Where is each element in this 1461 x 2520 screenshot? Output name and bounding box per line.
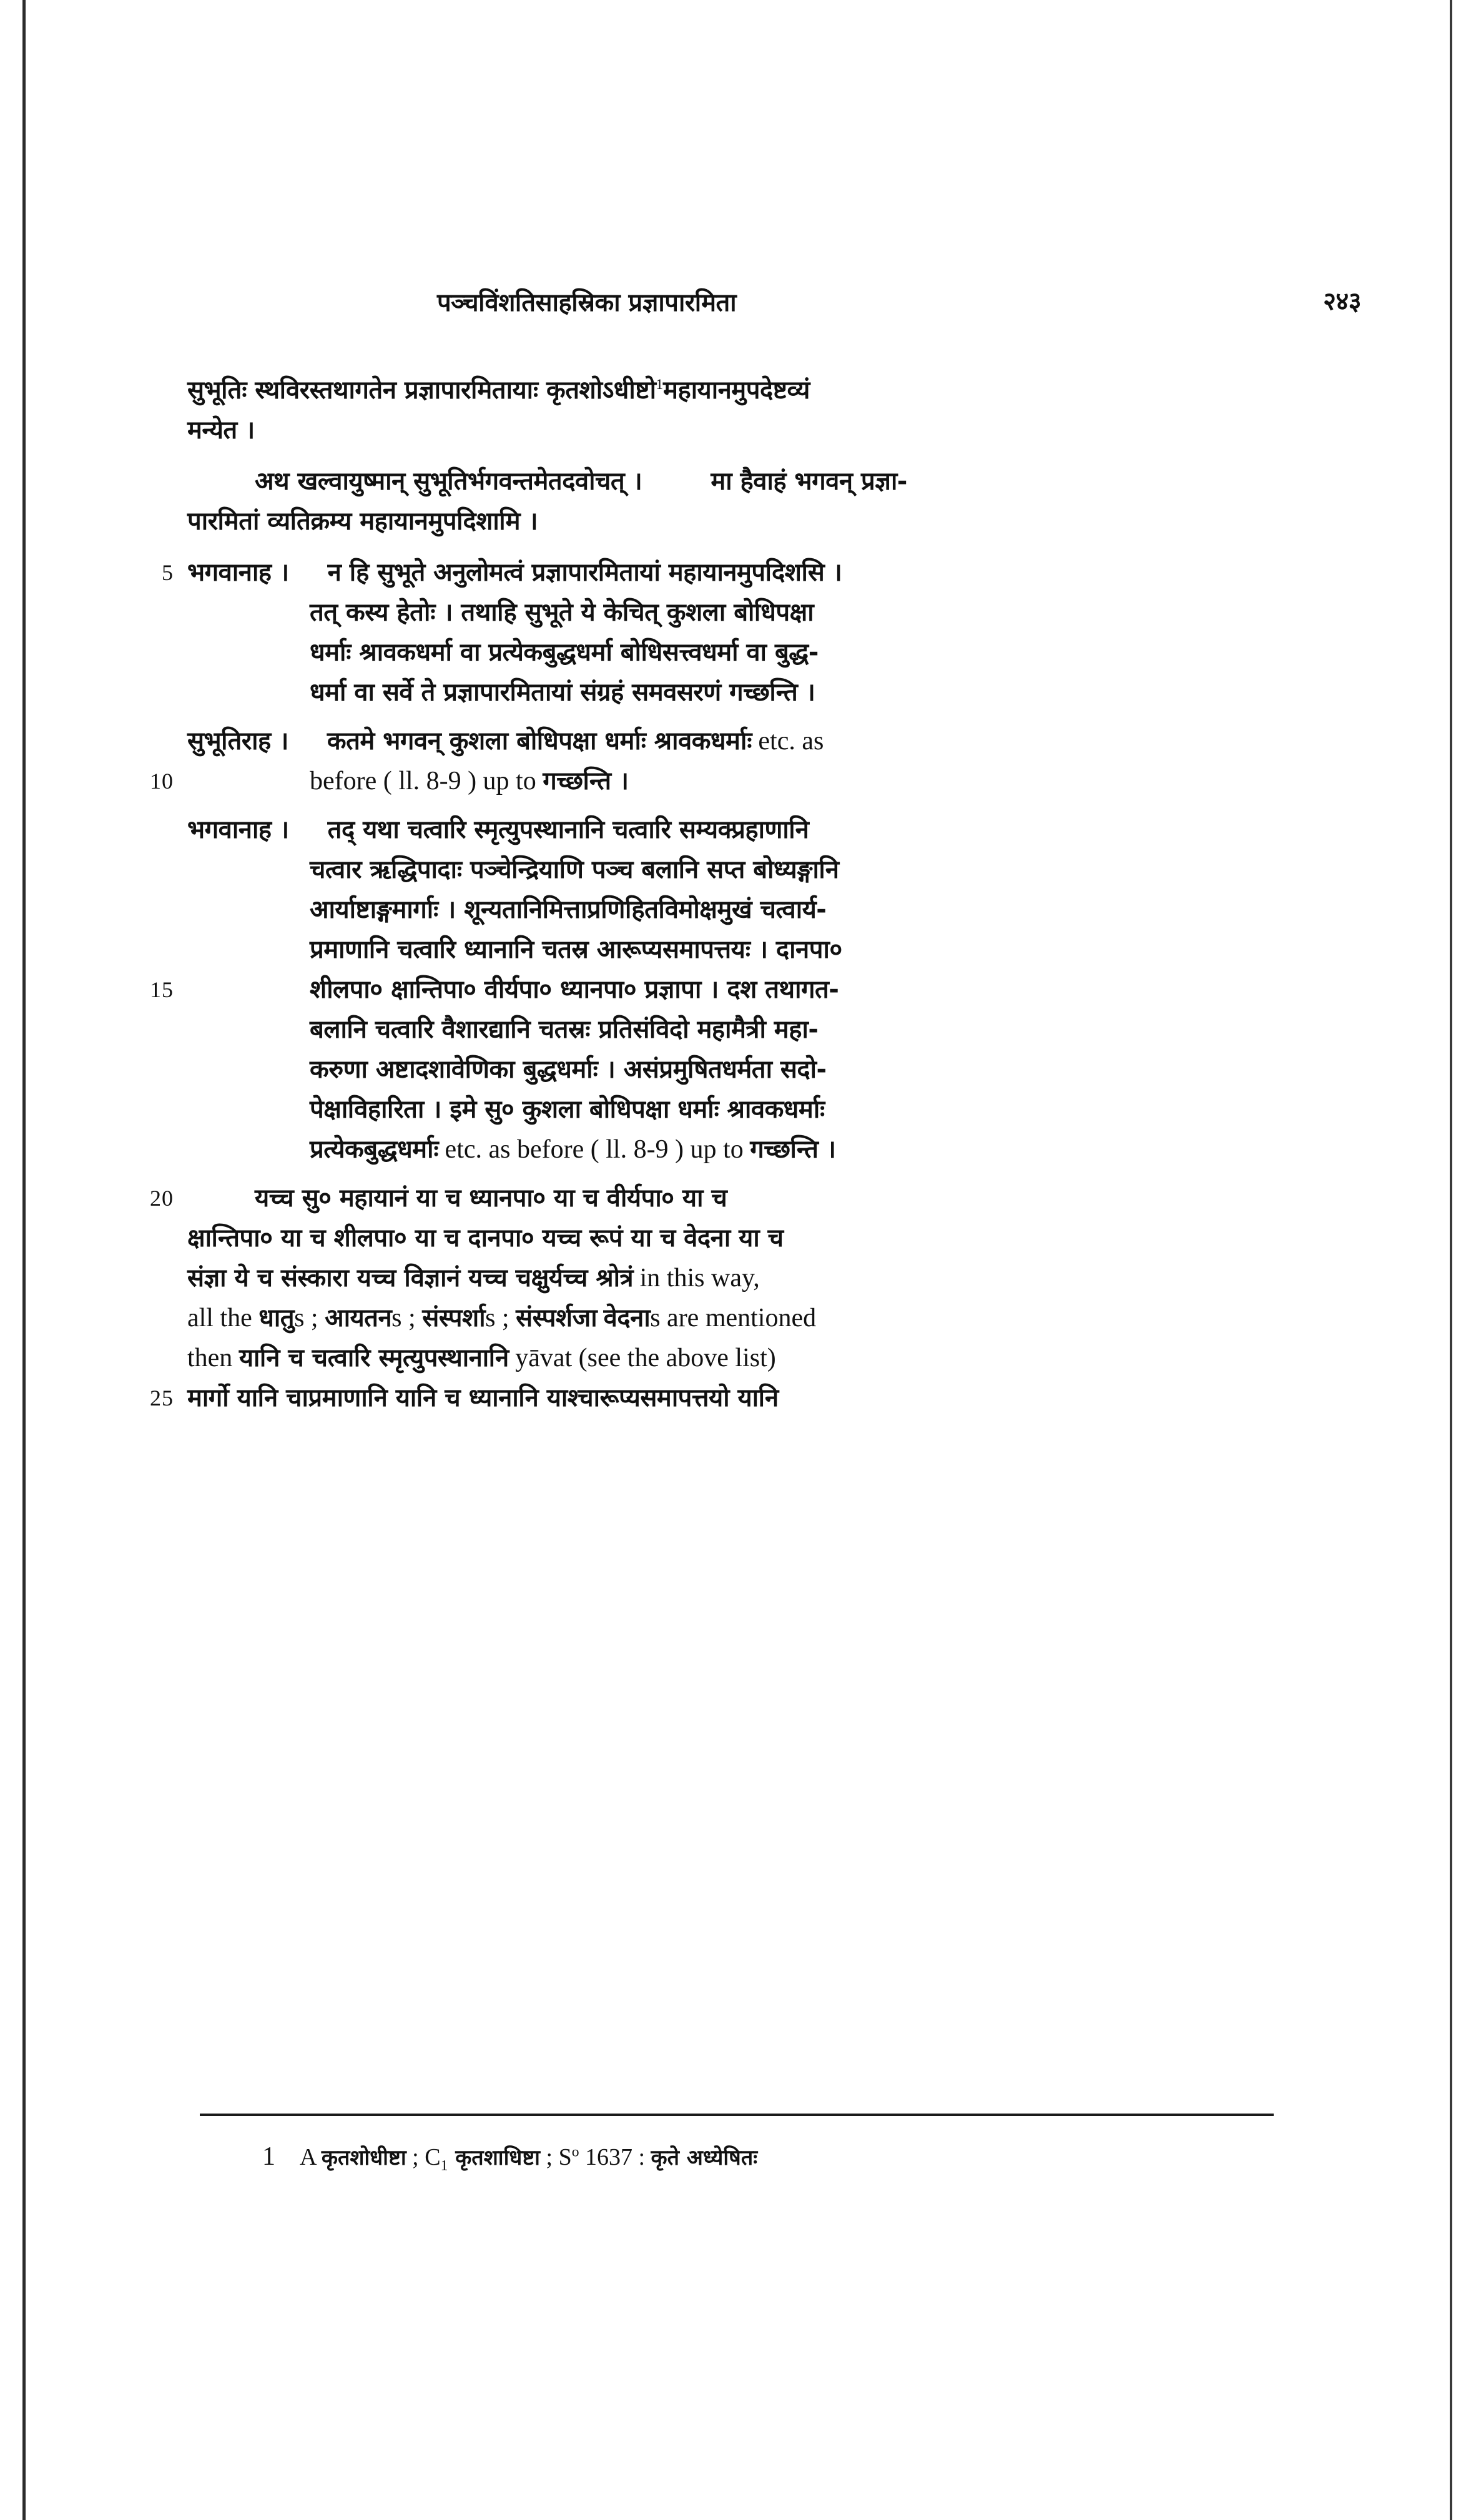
text-line <box>150 1183 1299 1215</box>
footnote-variant: कृतशाधिष्टा <box>448 2145 540 2170</box>
footnote-text: A <box>300 2144 322 2170</box>
footnote-variant: कृते अध्येषितः <box>651 2145 758 2170</box>
line-text: सुभूतिः स्थविरस्तथागतेन प्रज्ञापारमितायाः कृतशोऽधीष्टो <box>187 376 656 405</box>
line-text-latin: yāvat (see the above list) <box>508 1344 776 1372</box>
line-text: पारमितां व्यतिक्रम्य महायानमुपदिशामि । <box>187 507 538 536</box>
speaker-label: भगवानाह । <box>187 558 289 587</box>
line-text: मार्गो यानि चाप्रमाणानि यानि च ध्यानानि याश्चारूप्यसमापत्तयो यानि <box>187 1384 779 1412</box>
speaker-label: सुभूतिराह । <box>187 727 288 756</box>
text-line <box>187 934 1299 967</box>
line-text: तत् कस्य हेतोः । तथाहि सुभूते ये केचित् कुशला बोधिपक्षा <box>310 598 814 627</box>
footnote-siglum-c: C <box>425 2144 441 2170</box>
line-text-cont: महायानमुपदेष्टव्यं <box>663 376 810 405</box>
line-text-latin: then <box>187 1344 239 1372</box>
footnote-reference-number: 1637 : <box>579 2144 651 2170</box>
text-body <box>150 375 1299 1422</box>
text-line <box>187 1262 1299 1295</box>
text-line <box>150 765 1299 798</box>
line-text-cont: मा हैवाहं भगवन् प्रज्ञा- <box>711 467 907 496</box>
text-line <box>187 1223 1299 1255</box>
line-text: संस्पर्शा <box>422 1304 486 1332</box>
text-line <box>187 677 1299 709</box>
text-line <box>187 466 1299 498</box>
line-text-latin: s ; <box>485 1304 516 1332</box>
line-text: आयतन <box>325 1304 392 1332</box>
text-line <box>162 557 1299 589</box>
line-text-latin: in this way, <box>633 1264 760 1292</box>
footnote-ref[interactable]: 1 <box>656 376 664 392</box>
line-text: शीलपा० क्षान्तिपा० वीर्यपा० ध्यानपा० प्रज्ञापा । दश तथागत- <box>310 975 839 1004</box>
text-line <box>187 894 1299 927</box>
line-text: संस्पर्शजा <box>516 1304 598 1332</box>
line-number: 25 <box>150 1386 174 1410</box>
line-text: तद् यथा चत्वारि स्मृत्युपस्थानानि चत्वारि सम्यक्प्रहाणानि <box>327 815 809 844</box>
line-text: कतमे भगवन् कुशला बोधिपक्षा धर्माः श्रावकधर्माः <box>327 727 752 756</box>
text-line <box>187 597 1299 629</box>
footnote-marker: 1 <box>262 2142 275 2171</box>
running-title: पञ्चविंशतिसाहस्रिका प्रज्ञापारमिता <box>437 288 737 317</box>
line-number: 5 <box>162 560 174 585</box>
line-text: बलानि चत्वारि वैशारद्यानि चतस्रः प्रतिसंविदो महामैत्री महा- <box>310 1015 819 1044</box>
speaker-label: भगवानाह । <box>187 815 289 844</box>
text-line <box>187 814 1299 847</box>
line-text-latin: etc. as before ( ll. 8-9 ) up to <box>438 1135 750 1164</box>
line-number: 20 <box>150 1186 174 1211</box>
text-line <box>187 1014 1299 1046</box>
footnote-sep: ; <box>406 2144 425 2170</box>
text-line <box>187 1094 1299 1126</box>
footnote-siglum-subscript: 1 <box>440 2157 448 2174</box>
line-text: धर्माः श्रावकधर्मा वा प्रत्येकबुद्धधर्मा बोधिसत्त्वधर्मा वा बुद्ध- <box>310 638 819 667</box>
line-number: 15 <box>150 977 174 1002</box>
scan-edge-left <box>22 0 26 2520</box>
line-text-latin: s ; <box>391 1304 423 1332</box>
text-line <box>187 415 1299 447</box>
line-text: गच्छन्ति । <box>543 767 629 795</box>
text-line <box>187 637 1299 669</box>
line-text-latin <box>597 1304 604 1332</box>
text-line <box>187 375 1299 407</box>
line-text: धातु <box>258 1304 295 1332</box>
footnote-siglum-s: S <box>558 2144 572 2170</box>
line-text: न हि सुभूते अनुलोमत्वं प्रज्ञापारमितायां महायानमुपदिशसि । <box>327 558 842 587</box>
line-text: मन्येत । <box>187 416 255 445</box>
line-text: क्षान्तिपा० या च शीलपा० या च दानपा० यच्च रूपं या च वेदना या च <box>187 1224 784 1253</box>
line-text-latin: all the <box>187 1304 259 1332</box>
text-line <box>187 1342 1299 1375</box>
page-header <box>187 284 1361 340</box>
line-text: प्रमाणानि चत्वारि ध्यानानि चतस्र आरूप्यसमापत्तयः । दानपा० <box>310 935 842 964</box>
scan-edge-right <box>1450 0 1452 2520</box>
line-text: वेदना <box>603 1304 651 1332</box>
line-text-cont: गच्छन्ति । <box>750 1135 836 1164</box>
footnote-divider <box>200 2114 1274 2116</box>
line-text: धर्मा वा सर्वे ते प्रज्ञापारमितायां संग्रहं समवसरणं गच्छन्ति । <box>310 678 815 707</box>
line-text: संज्ञा ये च संस्कारा यच्च विज्ञानं यच्च चक्षुर्यच्च श्रोत्रं <box>187 1264 634 1292</box>
line-number: 10 <box>150 769 174 794</box>
line-text: पेक्षाविहारिता । इमे सु० कुशला बोधिपक्षा धर्माः श्रावकधर्माः <box>310 1095 825 1124</box>
line-text: आर्याष्टाङ्गमार्गाः । शून्यतानिमित्ताप्रणिहितविमोक्षमुखं चत्वार्य- <box>310 895 827 924</box>
footnote-siglum-superscript: o <box>571 2143 579 2160</box>
line-text-latin: etc. as <box>751 727 824 756</box>
text-line <box>187 506 1299 538</box>
line-text: प्रत्येकबुद्धधर्माः <box>310 1135 439 1164</box>
line-text-latin: before ( ll. 8-9 ) up to <box>310 767 543 795</box>
footnote <box>262 2142 1324 2175</box>
footnote-sep: ; <box>540 2144 559 2170</box>
footnote-variant: कृतशोधीष्टा <box>321 2145 406 2170</box>
line-text: अथ खल्वायुष्मान् सुभूतिर्भगवन्तमेतदवोचत् । <box>255 467 642 496</box>
text-line <box>187 1134 1299 1166</box>
line-text: चत्वार ऋद्धिपादाः पञ्चेन्द्रियाणि पञ्च बलानि सप्त बोध्यङ्गानि <box>310 855 839 884</box>
line-text: करुणा अष्टादशावेणिका बुद्धधर्माः । असंप्रमुषितधर्मता सदो- <box>310 1055 827 1084</box>
text-line <box>187 854 1299 887</box>
line-text: यच्च सु० महायानं या च ध्यानपा० या च वीर्यपा० या च <box>255 1184 727 1213</box>
line-text-latin: s are mentioned <box>650 1304 817 1332</box>
line-text: यानि च चत्वारि स्मृत्युपस्थानानि <box>239 1344 509 1372</box>
text-line <box>150 974 1299 1007</box>
line-text-latin: s ; <box>294 1304 325 1332</box>
text-line <box>187 1054 1299 1086</box>
page-number: २४३ <box>1323 287 1361 316</box>
text-line <box>150 1382 1299 1415</box>
text-line <box>187 726 1299 758</box>
text-line <box>187 1302 1299 1335</box>
